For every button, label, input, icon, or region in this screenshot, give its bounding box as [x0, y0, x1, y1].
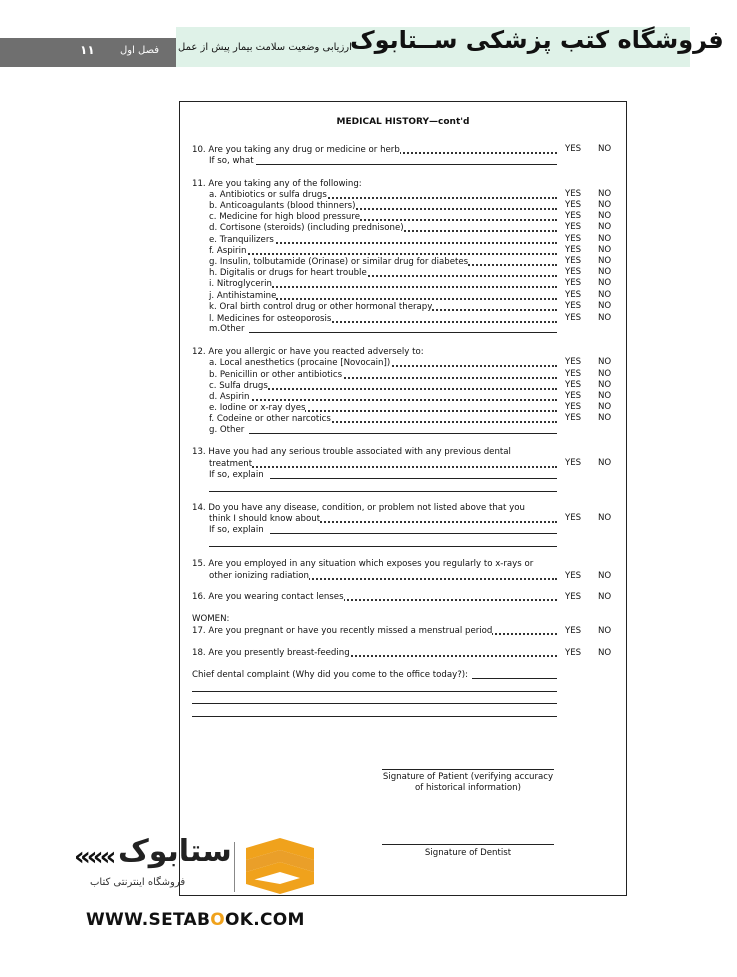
patient-signature-line[interactable] [382, 769, 554, 770]
q14-no[interactable]: NO [598, 513, 612, 523]
q11-item: l. Medicines for osteoporosis [209, 313, 557, 325]
q11g-yes[interactable]: YES [565, 256, 582, 266]
q11-item: f. Aspirin [209, 245, 557, 257]
page-number: ۱۱ [80, 43, 95, 57]
q11-item: k. Oral birth control drug or other hormonal therapy [209, 301, 557, 313]
q12-other-line[interactable] [249, 433, 557, 434]
question-14-cont: think I should know about [209, 513, 557, 525]
q13-followup-label: If so, explain [209, 470, 264, 480]
q12c-no[interactable]: NO [598, 380, 612, 390]
complaint-line-3[interactable] [192, 703, 557, 704]
q11a-no[interactable]: NO [598, 189, 612, 199]
q12c-yes[interactable]: YES [565, 380, 582, 390]
q12e-yes[interactable]: YES [565, 402, 582, 412]
question-16: 16. Are you wearing contact lenses [192, 591, 557, 603]
q11h-no[interactable]: NO [598, 267, 612, 277]
q11f-yes[interactable]: YES [565, 245, 582, 255]
q11-item: e. Tranquilizers [209, 234, 557, 246]
q11i-yes[interactable]: YES [565, 278, 582, 288]
q13-no[interactable]: NO [598, 458, 612, 468]
q11a-yes[interactable]: YES [565, 189, 582, 199]
q13-yes[interactable]: YES [565, 458, 582, 468]
q11f-no[interactable]: NO [598, 245, 612, 255]
q12-item: d. Aspirin [209, 391, 557, 403]
q14-answer-line[interactable] [270, 533, 557, 534]
q11-item: a. Antibiotics or sulfa drugs [209, 189, 557, 201]
q12b-yes[interactable]: YES [565, 369, 582, 379]
q13-answer-line-2[interactable] [209, 491, 557, 492]
q12-other-label: g. Other [209, 425, 245, 435]
q11l-yes[interactable]: YES [565, 313, 582, 323]
q11l-no[interactable]: NO [598, 313, 612, 323]
q12-item: c. Sulfa drugs [209, 380, 557, 392]
q11-item: i. Nitroglycerin [209, 278, 557, 290]
q11-item: h. Digitalis or drugs for heart trouble [209, 267, 557, 279]
q11-other-line[interactable] [249, 332, 557, 333]
logo-arrows: ««« [74, 842, 113, 872]
patient-signature-label: Signature of Patient (verifying accuracy of historical information) [382, 772, 554, 793]
q11-item: c. Medicine for high blood pressure [209, 211, 557, 223]
q11k-no[interactable]: NO [598, 301, 612, 311]
q17-yes[interactable]: YES [565, 626, 582, 636]
q11-item: d. Cortisone (steroids) (including prednisone) [209, 222, 557, 234]
q11d-no[interactable]: NO [598, 222, 612, 232]
logo-chevron-icon [244, 838, 316, 894]
q11e-yes[interactable]: YES [565, 234, 582, 244]
q12-item: e. Iodine or x-ray dyes [209, 402, 557, 414]
q11-item: g. Insulin, tolbutamide (Orinase) or similar drug for diabetes [209, 256, 557, 268]
question-10: 10. Are you taking any drug or medicine or herb [192, 144, 557, 156]
complaint-line-2[interactable] [192, 691, 557, 692]
store-name: فروشگاه کتب پزشکی ســتابوک [350, 26, 724, 54]
women-heading: WOMEN: [192, 614, 230, 624]
q12f-yes[interactable]: YES [565, 413, 582, 423]
chapter-subtitle: ارزیابی وضعیت سلامت بیمار پیش از عمل [178, 42, 352, 53]
chief-complaint-label: Chief dental complaint (Why did you come to the office today?): [192, 670, 469, 680]
complaint-line-1[interactable] [472, 678, 557, 679]
q12d-no[interactable]: NO [598, 391, 612, 401]
q11d-yes[interactable]: YES [565, 222, 582, 232]
q16-yes[interactable]: YES [565, 592, 582, 602]
q12e-no[interactable]: NO [598, 402, 612, 412]
q18-no[interactable]: NO [598, 648, 612, 658]
q12d-yes[interactable]: YES [565, 391, 582, 401]
q14-followup-label: If so, explain [209, 525, 264, 535]
question-15: 15. Are you employed in any situation which exposes you regularly to x-rays or [192, 559, 534, 569]
q16-no[interactable]: NO [598, 592, 612, 602]
question-18: 18. Are you presently breast-feeding [192, 647, 557, 659]
q11c-no[interactable]: NO [598, 211, 612, 221]
q12f-no[interactable]: NO [598, 413, 612, 423]
q14-yes[interactable]: YES [565, 513, 582, 523]
q11j-no[interactable]: NO [598, 290, 612, 300]
chapter-label: فصل اول [120, 45, 160, 56]
q12a-yes[interactable]: YES [565, 357, 582, 367]
q11-other-label: m.Other [209, 324, 245, 334]
q17-no[interactable]: NO [598, 626, 612, 636]
q11-item: b. Anticoagulants (blood thinners) [209, 200, 557, 212]
q12-item: a. Local anesthetics (procaine [Novocain]) [209, 357, 557, 369]
q10-answer-line[interactable] [256, 164, 557, 165]
q11j-yes[interactable]: YES [565, 290, 582, 300]
q10-yes[interactable]: YES [565, 144, 582, 154]
q11i-no[interactable]: NO [598, 278, 612, 288]
question-13: 13. Have you had any serious trouble associated with any previous dental [192, 447, 511, 457]
q15-no[interactable]: NO [598, 571, 612, 581]
q12a-no[interactable]: NO [598, 357, 612, 367]
question-14: 14. Do you have any disease, condition, or problem not listed above that you [192, 503, 525, 513]
logo-tagline: فروشگاه اینترنتی کتاب [90, 877, 186, 888]
q11g-no[interactable]: NO [598, 256, 612, 266]
question-15-cont: other ionizing radiation [209, 570, 557, 582]
question-17: 17. Are you pregnant or have you recently missed a menstrual period [192, 625, 557, 637]
q12-item: b. Penicillin or other antibiotics [209, 369, 557, 381]
q11b-no[interactable]: NO [598, 200, 612, 210]
logo-divider [234, 842, 235, 892]
q11h-yes[interactable]: YES [565, 267, 582, 277]
question-11: 11. Are you taking any of the following: [192, 179, 362, 189]
q10-no[interactable]: NO [598, 144, 612, 154]
dentist-signature-line[interactable] [382, 844, 554, 845]
q10-followup-label: If so, what [209, 156, 254, 166]
q18-yes[interactable]: YES [565, 648, 582, 658]
website-url[interactable]: WWW.SETABOOK.COM [86, 910, 305, 930]
q14-answer-line-2[interactable] [209, 546, 557, 547]
logo-wordmark: ستابوک [118, 834, 232, 869]
question-13-cont: treatment [209, 458, 557, 470]
q15-yes[interactable]: YES [565, 571, 582, 581]
q11b-yes[interactable]: YES [565, 200, 582, 210]
dentist-signature-label: Signature of Dentist [424, 848, 512, 858]
q11e-no[interactable]: NO [598, 234, 612, 244]
q12b-no[interactable]: NO [598, 369, 612, 379]
q12-item: f. Codeine or other narcotics [209, 413, 557, 425]
q11c-yes[interactable]: YES [565, 211, 582, 221]
question-12: 12. Are you allergic or have you reacted adversely to: [192, 347, 424, 357]
q11k-yes[interactable]: YES [565, 301, 582, 311]
q11-item: j. Antihistamine [209, 290, 557, 302]
complaint-line-4[interactable] [192, 716, 557, 717]
form-title: MEDICAL HISTORY—cont'd [336, 117, 470, 127]
q13-answer-line[interactable] [270, 478, 557, 479]
